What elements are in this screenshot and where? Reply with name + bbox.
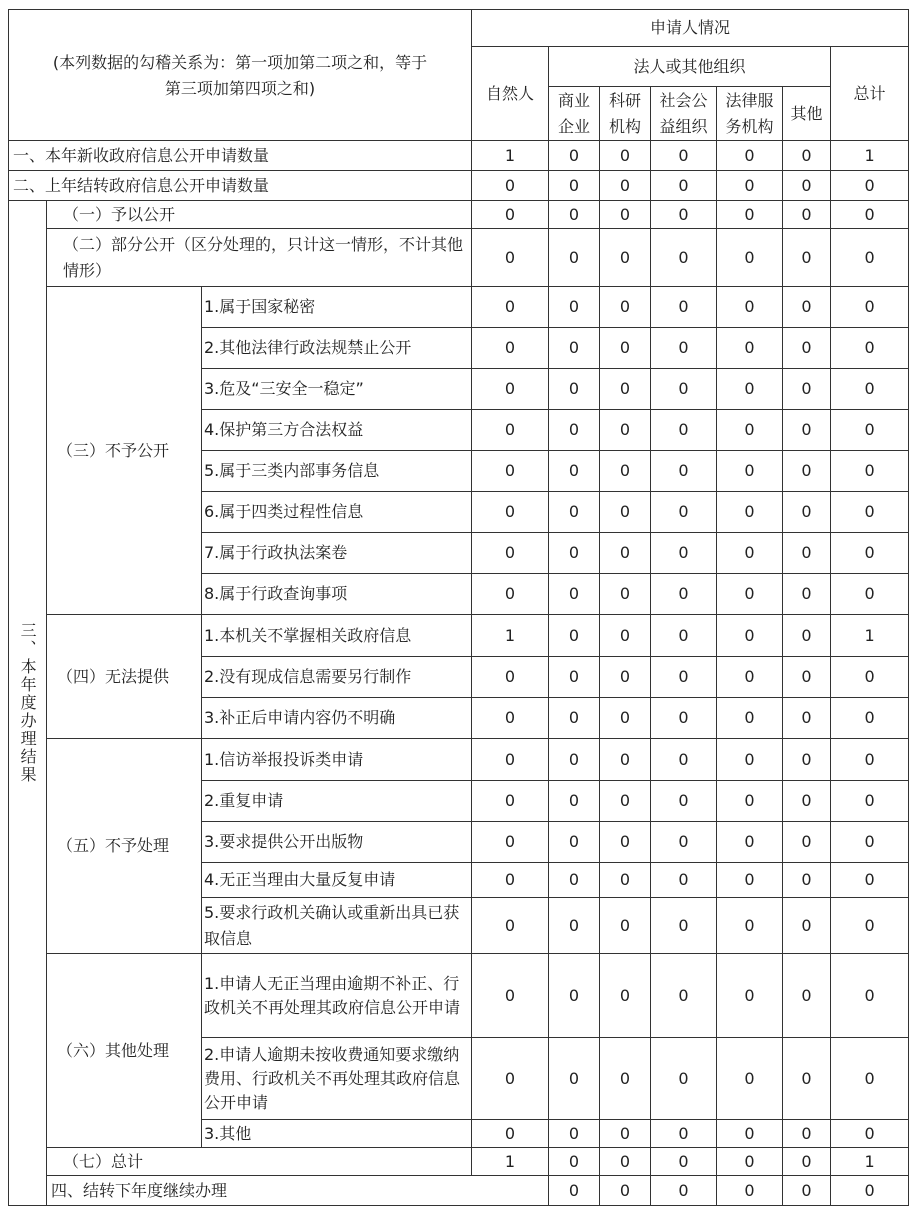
cell-value: 0 <box>600 898 651 954</box>
table-row <box>9 615 909 657</box>
item-label: 5.属于三类内部事务信息 <box>202 451 472 492</box>
cell-value: 0 <box>549 698 600 739</box>
cell-value: 0 <box>549 781 600 822</box>
cell-value: 0 <box>600 328 651 369</box>
cell-value: 0 <box>472 657 549 698</box>
cell-value: 0 <box>549 574 600 615</box>
cell-value: 0 <box>472 822 549 863</box>
cell-value: 0 <box>831 451 909 492</box>
cell-value: 0 <box>600 369 651 410</box>
cell-value: 0 <box>651 615 717 657</box>
cell-value: 0 <box>549 171 600 201</box>
row-label: 一、本年新收政府信息公开申请数量 <box>9 141 472 171</box>
group-label: （三）不予公开 <box>47 287 202 615</box>
item-label: 4.无正当理由大量反复申请 <box>202 863 472 898</box>
table-row <box>9 954 909 1038</box>
cell-value: 0 <box>651 657 717 698</box>
cell-value: 0 <box>783 201 831 229</box>
cell-value: 0 <box>717 492 783 533</box>
cell-value: 0 <box>549 898 600 954</box>
cell-value: 0 <box>717 657 783 698</box>
table-row <box>9 287 909 328</box>
cell-value: 0 <box>651 1148 717 1176</box>
cell-value: 0 <box>600 141 651 171</box>
cell-value: 0 <box>600 287 651 328</box>
table-row <box>9 1176 909 1206</box>
cell-value: 0 <box>717 410 783 451</box>
group-label: （七）总计 <box>47 1148 472 1176</box>
cell-value: 0 <box>831 898 909 954</box>
cell-value: 0 <box>783 1038 831 1120</box>
header-total: 总计 <box>831 47 909 141</box>
cell-value: 0 <box>651 201 717 229</box>
cell-value: 1 <box>831 615 909 657</box>
header-natural-person: 自然人 <box>472 47 549 141</box>
cell-value: 0 <box>549 1148 600 1176</box>
cell-value: 0 <box>651 1038 717 1120</box>
cell-value: 0 <box>472 451 549 492</box>
cell-value: 0 <box>472 328 549 369</box>
cell-value: 0 <box>831 822 909 863</box>
item-label: 2.申请人逾期未按收费通知要求缴纳费用、行政机关不再处理其政府信息公开申请 <box>202 1038 472 1120</box>
cell-value: 0 <box>549 822 600 863</box>
cell-value: 0 <box>783 954 831 1038</box>
cell-value: 0 <box>600 574 651 615</box>
cell-value: 0 <box>783 698 831 739</box>
cell-value: 0 <box>600 492 651 533</box>
cell-value: 1 <box>831 1148 909 1176</box>
item-label: 7.属于行政执法案卷 <box>202 533 472 574</box>
cell-value: 0 <box>717 698 783 739</box>
cell-value: 0 <box>549 533 600 574</box>
cell-value: 0 <box>651 698 717 739</box>
cell-value: 0 <box>472 574 549 615</box>
header-note: (本列数据的勾稽关系为：第一项加第二项之和，等于第三项加第四项之和) <box>9 10 472 141</box>
cell-value: 0 <box>600 615 651 657</box>
cell-value: 0 <box>783 451 831 492</box>
cell-value: 0 <box>717 1176 783 1206</box>
cell-value: 0 <box>651 1176 717 1206</box>
cell-value: 0 <box>783 328 831 369</box>
cell-value: 0 <box>600 781 651 822</box>
cell-value: 0 <box>831 739 909 781</box>
cell-value: 0 <box>472 201 549 229</box>
cell-value: 0 <box>549 615 600 657</box>
cell-value: 0 <box>783 229 831 287</box>
cell-value: 0 <box>783 492 831 533</box>
cell-value: 0 <box>651 822 717 863</box>
cell-value: 0 <box>549 287 600 328</box>
item-label: 1.申请人无正当理由逾期不补正、行政机关不再处理其政府信息公开申请 <box>202 954 472 1038</box>
cell-value: 0 <box>472 287 549 328</box>
group-label: （二）部分公开（区分处理的，只计这一情形，不计其他情形） <box>47 229 472 287</box>
cell-value: 0 <box>651 369 717 410</box>
item-label: 1.属于国家秘密 <box>202 287 472 328</box>
cell-value: 0 <box>549 1176 600 1206</box>
cell-value: 0 <box>831 1120 909 1148</box>
cell-value: 0 <box>717 1148 783 1176</box>
cell-value: 0 <box>783 739 831 781</box>
cell-value: 0 <box>472 533 549 574</box>
cell-value: 0 <box>717 739 783 781</box>
cell-value: 0 <box>600 171 651 201</box>
section-3-label <box>9 201 47 1206</box>
cell-value: 0 <box>600 698 651 739</box>
cell-value: 0 <box>783 574 831 615</box>
cell-value: 0 <box>549 229 600 287</box>
group-label: （五）不予处理 <box>47 739 202 954</box>
cell-value: 0 <box>831 492 909 533</box>
cell-value: 0 <box>651 410 717 451</box>
cell-value: 0 <box>549 201 600 229</box>
cell-value: 0 <box>600 533 651 574</box>
cell-value: 0 <box>717 781 783 822</box>
item-label: 3.补正后申请内容仍不明确 <box>202 698 472 739</box>
cell-value: 0 <box>651 863 717 898</box>
cell-value: 0 <box>472 698 549 739</box>
cell-value: 0 <box>783 1176 831 1206</box>
cell-value: 0 <box>651 141 717 171</box>
cell-value: 0 <box>472 954 549 1038</box>
cell-value: 0 <box>600 822 651 863</box>
cell-value: 0 <box>717 229 783 287</box>
cell-value: 0 <box>717 369 783 410</box>
cell-value: 1 <box>831 141 909 171</box>
cell-value: 0 <box>717 533 783 574</box>
section-3-text: 三、本年度办理结果 <box>18 622 38 784</box>
cell-value: 0 <box>831 533 909 574</box>
cell-value: 0 <box>831 369 909 410</box>
item-label: 2.其他法律行政法规禁止公开 <box>202 328 472 369</box>
cell-value: 0 <box>600 657 651 698</box>
cell-value: 0 <box>783 287 831 328</box>
cell-value: 0 <box>549 328 600 369</box>
cell-value: 0 <box>651 574 717 615</box>
row-label: 二、上年结转政府信息公开申请数量 <box>9 171 472 201</box>
item-label: 3.危及“三安全一稳定” <box>202 369 472 410</box>
cell-value: 0 <box>831 863 909 898</box>
cell-value: 0 <box>600 201 651 229</box>
cell-value: 0 <box>651 171 717 201</box>
cell-value: 0 <box>600 954 651 1038</box>
cell-value: 0 <box>600 1120 651 1148</box>
cell-value: 0 <box>783 781 831 822</box>
cell-value: 0 <box>717 954 783 1038</box>
cell-value: 0 <box>600 1148 651 1176</box>
cell-value: 0 <box>651 533 717 574</box>
cell-value: 0 <box>549 954 600 1038</box>
cell-value: 0 <box>783 171 831 201</box>
cell-value: 0 <box>600 1176 651 1206</box>
item-label: 1.信访举报投诉类申请 <box>202 739 472 781</box>
cell-value: 0 <box>783 410 831 451</box>
item-label: 3.要求提供公开出版物 <box>202 822 472 863</box>
cell-value: 0 <box>472 863 549 898</box>
cell-value: 0 <box>783 863 831 898</box>
cell-value: 0 <box>600 451 651 492</box>
table-row <box>9 229 909 287</box>
cell-value: 0 <box>717 574 783 615</box>
cell-value: 0 <box>472 171 549 201</box>
cell-value: 0 <box>600 863 651 898</box>
cell-value: 0 <box>831 201 909 229</box>
cell-value: 0 <box>717 863 783 898</box>
cell-value: 0 <box>717 201 783 229</box>
cell-value: 0 <box>651 739 717 781</box>
cell-value: 0 <box>651 328 717 369</box>
cell-value: 0 <box>549 1038 600 1120</box>
cell-value: 0 <box>549 410 600 451</box>
cell-value: 0 <box>549 369 600 410</box>
cell-value: 0 <box>549 141 600 171</box>
item-label: 2.没有现成信息需要另行制作 <box>202 657 472 698</box>
header-business: 商业企业 <box>549 87 600 141</box>
cell-value: 0 <box>600 1038 651 1120</box>
group-label: （一）予以公开 <box>47 201 472 229</box>
header-legal-org: 法人或其他组织 <box>549 47 831 87</box>
cell-value: 0 <box>600 410 651 451</box>
table-row <box>9 141 909 171</box>
item-label: 5.要求行政机关确认或重新出具已获取信息 <box>202 898 472 954</box>
info-disclosure-table <box>8 9 909 1206</box>
cell-value: 0 <box>783 141 831 171</box>
header-public-welfare: 社会公益组织 <box>651 87 717 141</box>
cell-value: 0 <box>472 781 549 822</box>
cell-value: 0 <box>600 229 651 287</box>
header-other: 其他 <box>783 87 831 141</box>
cell-value: 0 <box>651 287 717 328</box>
cell-value: 0 <box>783 533 831 574</box>
cell-value: 0 <box>831 287 909 328</box>
cell-value: 0 <box>717 141 783 171</box>
cell-value: 0 <box>831 781 909 822</box>
table-row <box>9 171 909 201</box>
item-label: 3.其他 <box>202 1120 472 1148</box>
cell-value: 1 <box>472 141 549 171</box>
cell-value: 0 <box>600 739 651 781</box>
cell-value: 0 <box>472 739 549 781</box>
cell-value: 0 <box>783 1120 831 1148</box>
cell-value: 0 <box>549 492 600 533</box>
cell-value: 0 <box>472 492 549 533</box>
cell-value: 0 <box>472 1120 549 1148</box>
cell-value: 0 <box>651 451 717 492</box>
cell-value: 0 <box>831 954 909 1038</box>
cell-value: 0 <box>717 898 783 954</box>
cell-value: 1 <box>472 615 549 657</box>
cell-value: 0 <box>783 822 831 863</box>
header-applicant-status: 申请人情况 <box>472 10 909 47</box>
cell-value: 0 <box>717 822 783 863</box>
cell-value: 0 <box>783 615 831 657</box>
cell-value: 0 <box>831 1038 909 1120</box>
header-research: 科研机构 <box>600 87 651 141</box>
cell-value: 0 <box>783 898 831 954</box>
cell-value: 0 <box>717 328 783 369</box>
cell-value: 0 <box>717 1120 783 1148</box>
cell-value: 0 <box>831 171 909 201</box>
table-row <box>9 739 909 781</box>
cell-value: 0 <box>472 229 549 287</box>
cell-value: 0 <box>549 739 600 781</box>
cell-value: 0 <box>717 1038 783 1120</box>
row-label: 四、结转下年度继续办理 <box>47 1176 549 1206</box>
cell-value: 0 <box>831 410 909 451</box>
cell-value: 0 <box>783 369 831 410</box>
cell-value: 0 <box>549 863 600 898</box>
group-label: （四）无法提供 <box>47 615 202 739</box>
item-label: 8.属于行政查询事项 <box>202 574 472 615</box>
cell-value: 0 <box>831 657 909 698</box>
cell-value: 0 <box>651 492 717 533</box>
cell-value: 0 <box>472 369 549 410</box>
cell-value: 0 <box>549 657 600 698</box>
cell-value: 0 <box>783 1148 831 1176</box>
cell-value: 0 <box>549 451 600 492</box>
cell-value: 0 <box>717 287 783 328</box>
cell-value: 0 <box>472 898 549 954</box>
cell-value: 0 <box>831 1176 909 1206</box>
cell-value: 0 <box>717 451 783 492</box>
header-legal-service: 法律服务机构 <box>717 87 783 141</box>
group-label: （六）其他处理 <box>47 954 202 1148</box>
cell-value: 0 <box>783 657 831 698</box>
cell-value: 0 <box>472 1038 549 1120</box>
cell-value: 1 <box>472 1148 549 1176</box>
item-label: 2.重复申请 <box>202 781 472 822</box>
cell-value: 0 <box>651 1120 717 1148</box>
item-label: 1.本机关不掌握相关政府信息 <box>202 615 472 657</box>
cell-value: 0 <box>472 410 549 451</box>
table-row <box>9 1148 909 1176</box>
cell-value: 0 <box>651 898 717 954</box>
item-label: 4.保护第三方合法权益 <box>202 410 472 451</box>
cell-value: 0 <box>549 1120 600 1148</box>
cell-value: 0 <box>717 171 783 201</box>
cell-value: 0 <box>717 615 783 657</box>
cell-value: 0 <box>831 229 909 287</box>
table-row <box>9 201 909 229</box>
cell-value: 0 <box>831 574 909 615</box>
item-label: 6.属于四类过程性信息 <box>202 492 472 533</box>
cell-value: 0 <box>651 954 717 1038</box>
cell-value: 0 <box>651 781 717 822</box>
cell-value: 0 <box>831 328 909 369</box>
cell-value: 0 <box>651 229 717 287</box>
cell-value: 0 <box>831 698 909 739</box>
